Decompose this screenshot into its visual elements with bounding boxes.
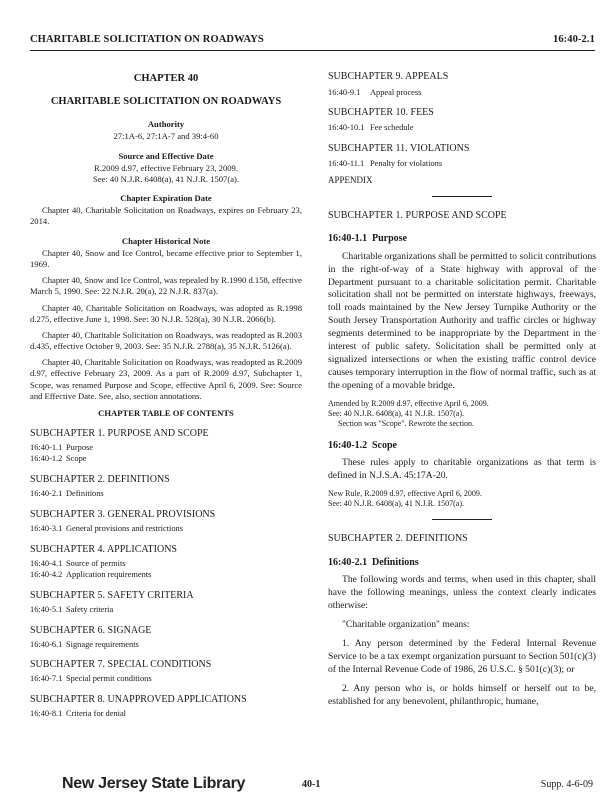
authority-heading: Authority [147,119,185,130]
history-heading: Chapter Historical Note [121,235,211,246]
toc-item[interactable] [30,709,302,720]
toc-item[interactable] [30,559,302,570]
toc-item-number: 16:40-10.1 [328,123,365,133]
amendment-line: New Rule, R.2009 d.97, effective April 6, 2009. [328,489,482,499]
toc-item[interactable] [328,87,596,98]
history-paragraph: Chapter 40, Charitable Solicitation on Roadways, was adopted as R.1998 d.275, effective June 1, 1998. See: 30 N.J.R. 528(a), 30 N.J.R. 2066(b). [30,302,302,324]
section-divider [432,196,492,197]
toc-item-number: 16:40-1.2 [30,453,63,463]
page-number: 40-1 [302,779,321,790]
section-2-1-body [328,574,596,708]
page-footer [30,775,593,795]
section-divider [432,519,492,520]
section-title: Definitions [372,556,419,568]
section-number: 16:40-1.1 [328,233,368,245]
supplement-date: Supp. 4-6-09 [540,779,593,790]
toc-item-title: Signage requirements [66,639,139,649]
section-1-1-heading [328,232,596,246]
source-line-2: See: 40 N.J.R. 6408(a), 41 N.J.R. 1507(a). [92,173,240,184]
toc-item[interactable] [30,443,302,454]
toc-item[interactable] [30,489,302,500]
toc-item-number: 16:40-11.1 [328,159,365,169]
toc-subchapter[interactable]: SUBCHAPTER 3. GENERAL PROVISIONS [30,508,216,520]
toc-appendix[interactable]: APPENDIX [328,174,373,185]
definition-term: "Charitable organization" means: [342,619,470,631]
toc-item-title: Special permit conditions [66,674,152,684]
source-block [30,163,302,185]
toc-item-title: General provisions and restrictions [66,523,183,533]
header-section: 16:40-2.1 [552,34,595,45]
toc-item-title: Fee schedule [370,123,414,133]
amendment-line: See: 40 N.J.R. 6408(a), 41 N.J.R. 1507(a). [328,499,464,509]
history-paragraph: Chapter 40, Snow and Ice Control, became effective prior to September 1, 1969. [30,247,302,269]
left-column [30,70,302,720]
toc-item[interactable] [30,605,302,616]
chapter-title: CHARITABLE SOLICITATION ON ROADWAYS [50,95,282,107]
toc-item-number: 16:40-9.1 [328,87,361,97]
toc-item-number: 16:40-2.1 [30,488,63,498]
expiration-text: Chapter 40, Charitable Solicitation on Roadways, expires on February 23, 2014. [30,205,302,227]
history-paragraph: Chapter 40, Charitable Solicitation on Roadways, was readopted as R.2003 d.435, effective October 9, 2003. See: 35 N.J.R. 2788(a), 35 N.J.R. 5126(a). [30,329,302,352]
expiration-block [30,205,302,227]
toc-item[interactable] [30,674,302,685]
toc-item-number: 16:40-4.1 [30,558,63,568]
right-column [328,70,596,715]
expiration-heading: Chapter Expiration Date [120,193,212,204]
authority-value: 27:1A-6, 27:1A-7 and 39:4-60 [113,131,219,142]
toc-item[interactable] [328,122,596,133]
toc-item-title: Source of permits [66,558,126,568]
section-1-2-amendment [328,489,596,509]
toc-subchapter[interactable]: SUBCHAPTER 4. APPLICATIONS [30,543,177,555]
toc-item[interactable] [328,158,596,169]
subchapter-1-heading: SUBCHAPTER 1. PURPOSE AND SCOPE [328,209,507,221]
section-1-1-body [328,251,596,393]
toc-subchapter[interactable]: SUBCHAPTER 8. UNAPPROVED APPLICATIONS [30,694,247,706]
amendment-line: See: 40 N.J.R. 6408(a), 41 N.J.R. 1507(a). [328,408,464,418]
source-heading: Source and Effective Date [118,150,214,161]
section-1-2-heading [328,439,596,453]
section-title: Purpose [372,233,407,245]
toc-item-number: 16:40-8.1 [30,709,63,719]
toc-item-number: 16:40-4.2 [30,569,63,579]
toc-subchapter[interactable]: SUBCHAPTER 6. SIGNAGE [30,624,152,636]
toc-item-title: Scope [66,453,87,463]
toc-item-number: 16:40-6.1 [30,639,63,649]
section-number: 16:40-1.2 [328,439,368,451]
history-paragraph: Chapter 40, Snow and Ice Control, was repealed by R.1990 d.158, effective March 5, 1990. See: 22 N.J.R. 20(a), 22 N.J.R. 837(a). [30,275,302,297]
toc-subchapter[interactable]: SUBCHAPTER 7. SPECIAL CONDITIONS [30,659,212,671]
toc-item-title: Appeal process [370,87,422,97]
section-title: Scope [372,439,397,451]
toc-item-title: Purpose [66,443,93,453]
header-title: CHARITABLE SOLICITATION ON ROADWAYS [30,34,264,45]
chapter-number: CHAPTER 40 [133,73,199,84]
toc-item[interactable] [30,570,302,581]
toc-subchapter[interactable]: SUBCHAPTER 1. PURPOSE AND SCOPE [30,428,209,440]
source-line-1: R.2009 d.97, effective February 23, 2009. [94,162,238,173]
toc-item-number: 16:40-3.1 [30,523,63,533]
toc-item-title: Criteria for denial [66,709,126,719]
toc-subchapter[interactable]: SUBCHAPTER 5. SAFETY CRITERIA [30,589,194,601]
section-paragraph: The following words and terms, when used in this chapter, shall have the following meanings, unless the context clearly indicates otherwise: [328,574,596,612]
toc-subchapter[interactable]: SUBCHAPTER 9. APPEALS [328,71,449,82]
toc-subchapter[interactable]: SUBCHAPTER 2. DEFINITIONS [30,473,170,485]
toc-item-title: Definitions [66,488,104,498]
section-paragraph: Charitable organizations shall be permitted to solicit contributions in the right-of-way of a State highway with approval of the Department pursuant to a charitable solicitation permit. Charitable solicitation shall not be permitted on interstate highways, freeways, toll roads maintained by the New Jersey Turnpike Authority or the South Jersey Transportation Authority and traffic circles or highway segments determined to be inappropriate by the Department in the interest of public safety. Solicitation shall be permitted only at signalized intersections or when the existing traffic control device causes temporary interruption in the flow of normal traffic, such as at the opening of a movable bridge. [328,250,596,392]
toc-item-title: Application requirements [66,569,152,579]
library-logo: New Jersey State Library [62,775,246,792]
definition-item: 2. Any person who is, or holds himself or herself out to be, established for any benevolent, philanthropic, humane, [328,682,596,707]
toc-subchapter[interactable]: SUBCHAPTER 11. VIOLATIONS [328,142,470,154]
section-number: 16:40-2.1 [328,556,368,568]
toc-item-number: 16:40-1.1 [30,443,63,453]
toc-right [328,70,596,186]
definition-item: 1. Any person determined by the Federal Internal Revenue Service to be a tax exempt organization pursuant to Section 501(c)(3) of the Internal Revenue Code of 1986, 26 U.S.C. § 501(c)(3); or [328,638,596,675]
toc-item-number: 16:40-5.1 [30,604,63,614]
toc-subchapter[interactable]: SUBCHAPTER 10. FEES [328,106,434,118]
toc-left [30,427,302,720]
toc-item[interactable] [30,454,302,465]
toc-item[interactable] [30,524,302,535]
amendment-line: Amended by R.2009 d.97, effective April 6, 2009. [328,398,489,408]
section-paragraph: These rules apply to charitable organizations as that term is defined in N.J.S.A. 45:17A-20. [328,457,596,482]
toc-item-number: 16:40-7.1 [30,674,63,684]
subchapter-2-heading: SUBCHAPTER 2. DEFINITIONS [328,533,468,545]
section-1-1-amendment [328,399,596,429]
toc-item[interactable] [30,640,302,651]
toc-item-title: Safety criteria [66,604,114,614]
section-1-2-body [328,457,596,483]
running-header [30,34,595,51]
amendment-line: Section was "Scope". Rewrote the section. [338,418,475,428]
history-block [30,248,302,402]
toc-heading: CHAPTER TABLE OF CONTENTS [98,407,234,418]
history-paragraph: Chapter 40, Charitable Solicitation on Roadways, was readopted as R.2009 d.97, effective February 23, 2009. As a part of R.2009 d.97, Subchapter 1, Scope, was renamed Purpose and Scope, effective April 6, 2009. See: Source and Effective Date. See, also, section annotations. [30,357,302,401]
section-2-1-heading [328,556,596,570]
toc-item-title: Penalty for violations [370,159,443,169]
